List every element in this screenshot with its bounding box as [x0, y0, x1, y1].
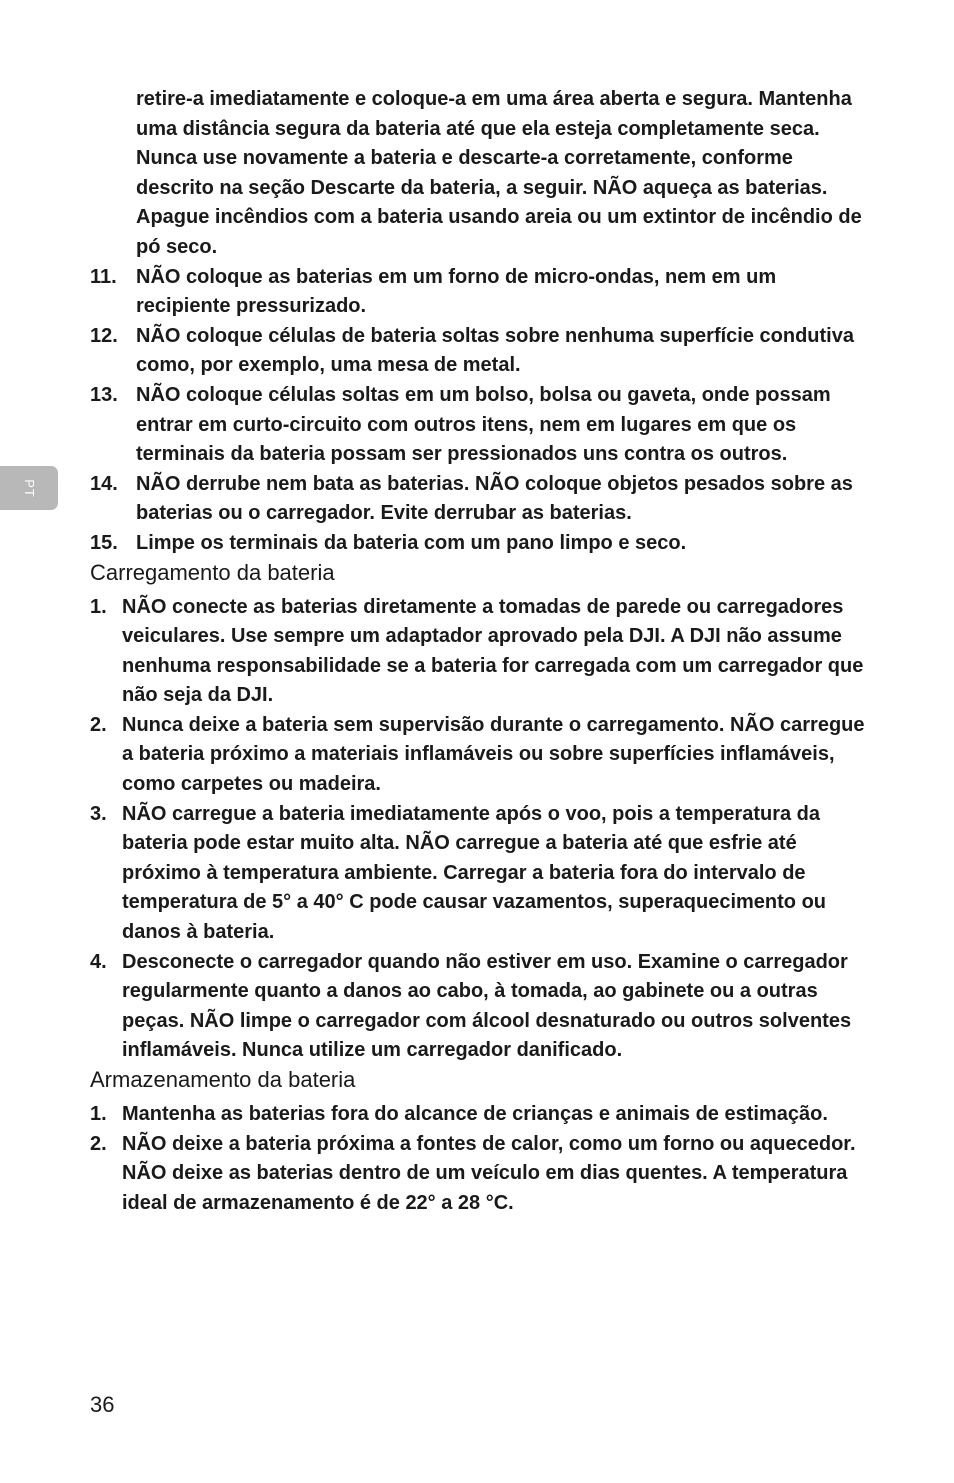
list-item: [90, 263, 870, 322]
item-text: NÃO carregue a bateria imediatamente após o voo, pois a temperatura da bateria pode estar muito alta. NÃO carregue a bateria até que esfrie até próximo à temperatura ambiente. Carregar a bateria fora do intervalo de temperatura de 5° a 40° C pode causar vazamentos, superaquecimento ou danos à bateria.: [122, 802, 827, 944]
list-item: [90, 800, 870, 948]
list-item: [90, 711, 870, 800]
item-number: 12.: [90, 324, 118, 347]
item-number: 2.: [90, 1132, 107, 1155]
item-number: 4.: [90, 950, 107, 973]
item-text: NÃO coloque células de bateria soltas sobre nenhuma superfície condutiva como, por exemplo, uma mesa de metal.: [136, 324, 854, 377]
item-number: 13.: [90, 383, 118, 406]
item-text: Mantenha as baterias fora do alcance de crianças e animais de estimação.: [122, 1103, 828, 1125]
item-text: Limpe os terminais da bateria com um pano limpo e seco.: [136, 531, 687, 554]
item-number: 2.: [90, 713, 107, 736]
item-text: Nunca deixe a bateria sem supervisão durante o carregamento. NÃO carregue a bateria próximo a materiais inflamáveis ou sobre superfícies inflamáveis, como carpetes ou madeira.: [122, 713, 865, 796]
language-tab: [0, 466, 58, 510]
item-number: 11.: [90, 265, 117, 288]
page-number: 36: [90, 1392, 115, 1417]
page-content: [90, 85, 870, 1218]
list-item: [90, 529, 870, 559]
safety-list: [90, 263, 870, 559]
charging-list: [90, 593, 870, 1067]
item-text: Desconecte o carregador quando não estiver em uso. Examine o carregador regularmente quanto a danos ao cabo, à tomada, ao gabinete ou a outras peças. NÃO limpe o carregador com álcool desnaturado ou outros solventes inflamáveis. Nunca utilize um carregador danificado.: [122, 950, 852, 1062]
item-text: NÃO derrube nem bata as baterias. NÃO coloque objetos pesados sobre as baterias ou o carregador. Evite derrubar as baterias.: [136, 472, 853, 525]
item-number: 1.: [90, 1103, 107, 1125]
list-item: [90, 593, 870, 711]
list-item: [90, 470, 870, 529]
language-tab-label: PT: [21, 478, 37, 498]
list-item: [90, 381, 870, 470]
charging-heading: Carregamento da bateria: [90, 559, 335, 585]
continuation-paragraph: retire-a imediatamente e coloque-a em uma área aberta e segura. Mantenha uma distância segura da bateria até que ela esteja completamente seca. Nunca use novamente a bateria e descarte-a corretamente, conforme descrito na seção Descarte da bateria, a seguir. NÃO aqueça as baterias. Apague incêndios com a bateria usando areia ou um extintor de incêndio de pó seco.: [136, 88, 862, 258]
list-item: [90, 948, 870, 1066]
item-text: NÃO coloque células soltas em um bolso, bolsa ou gaveta, onde possam entrar em curto-circuito com outros itens, nem em lugares em que os terminais da bateria possam ser pressionados uns contra os outros.: [136, 383, 831, 466]
item-number: 1.: [90, 595, 107, 618]
item-number: 15.: [90, 531, 118, 554]
list-item: [90, 1130, 870, 1219]
storage-heading: Armazenamento da bateria: [90, 1067, 356, 1092]
item-text: NÃO conecte as baterias diretamente a tomadas de parede ou carregadores veiculares. Use sempre um adaptador aprovado pela DJI. A DJI não assume nenhuma responsabilidade se a bateria for carregada com um carregador que não seja da DJI.: [122, 595, 864, 707]
item-text: NÃO deixe a bateria próxima a fontes de calor, como um forno ou aquecedor. NÃO deixe as baterias dentro de um veículo em dias quentes. A temperatura ideal de armazenamento é de 22° a 28 °C.: [122, 1132, 856, 1214]
item-number: 14.: [90, 472, 118, 495]
item-text: NÃO coloque as baterias em um forno de micro-ondas, nem em um recipiente pressurizado.: [136, 265, 777, 318]
item-number: 3.: [90, 802, 107, 825]
list-item: [90, 1100, 870, 1130]
storage-list: [90, 1100, 870, 1218]
list-item: [90, 322, 870, 381]
